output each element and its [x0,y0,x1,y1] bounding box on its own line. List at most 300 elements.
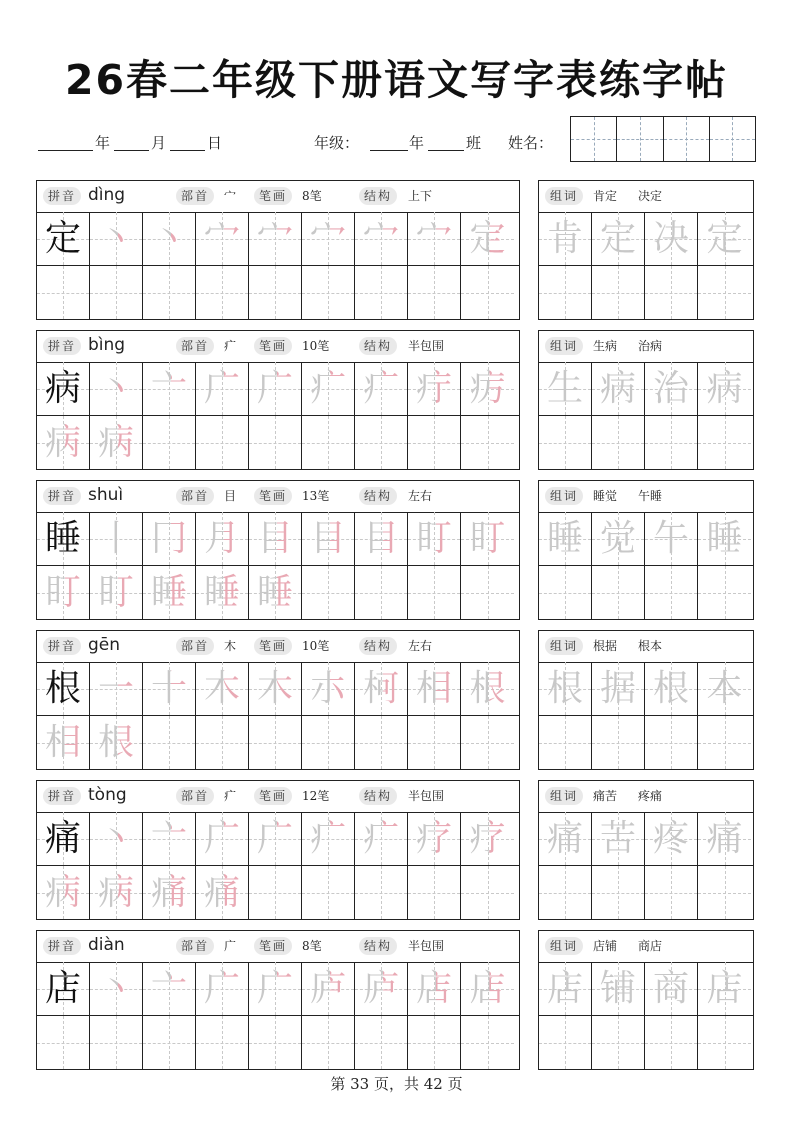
word-char-cell-glyph: 据 [599,668,636,709]
blank-practice-cell[interactable] [645,566,698,619]
radical-tag: 部首 [176,787,214,805]
stroke-step-cell[interactable] [196,812,249,865]
class-unit: 班 [466,134,482,152]
word-char-cell-glyph: 店 [706,968,743,1009]
blank-practice-cell[interactable] [302,1016,355,1069]
page-footer: 第 33 页，共 42 页 [330,1075,463,1093]
stroke-step-cell[interactable] [249,662,302,715]
stroke-step-cell[interactable] [37,716,90,769]
stroke-step-cell[interactable] [90,962,143,1015]
practice-panel [36,330,520,470]
stroke-step-cell-glyph: 店 [415,968,452,1009]
stroke-step-cell[interactable] [408,212,461,265]
stroke-step-cell[interactable] [302,662,355,715]
stroke-step-cell-glyph: 相 [415,668,452,709]
blank-practice-cell[interactable] [37,266,90,319]
stroke-step-cell-glyph: 疗 [415,818,452,859]
stroke-step-cell[interactable] [461,212,514,265]
char-info-header [37,781,519,813]
blank-practice-cell[interactable] [408,566,461,619]
model-char-cell-glyph: 店 [44,968,81,1009]
stroke-step-cell-glyph: 广 [203,968,240,1009]
stroke-step-cell[interactable] [143,512,196,565]
stroke-step-cell-glyph: 疒 [362,818,399,859]
stroke-step-cell[interactable] [196,362,249,415]
stroke-step-cell[interactable] [90,362,143,415]
word-value: 生病 [593,339,618,353]
stroke-step-cell-glyph: 亠 [150,368,187,409]
stroke-step-cell[interactable] [355,962,408,1015]
stroke-step-cell-glyph: 定 [469,218,506,259]
blank-practice-cell[interactable] [539,416,592,469]
stroke-step-cell[interactable] [408,512,461,565]
stroke-step-cell[interactable] [90,566,143,619]
structure-tag: 结构 [359,637,397,655]
pinyin-value: bìng [88,335,126,355]
word-value: 疼痛 [638,789,663,803]
blank-practice-cell[interactable] [408,1016,461,1069]
radical-value: 广 [224,939,237,953]
word-char-cell[interactable] [539,812,592,865]
blank-practice-cell[interactable] [90,266,143,319]
stroke-step-cell[interactable] [408,962,461,1015]
stroke-step-cell[interactable] [37,566,90,619]
blank-practice-cell[interactable] [90,1016,143,1069]
word-char-cell[interactable] [539,362,592,415]
stroke-step-cell[interactable] [196,566,249,619]
stroke-step-cell[interactable] [302,362,355,415]
stroke-step-cell[interactable] [196,662,249,715]
blank-practice-cell[interactable] [539,266,592,319]
stroke-step-cell[interactable] [355,212,408,265]
blank-practice-cell[interactable] [698,416,751,469]
stroke-step-cell-glyph: 广 [203,818,240,859]
stroke-step-cell[interactable] [302,962,355,1015]
model-char-cell-glyph: 根 [44,668,81,709]
char-info-header [37,181,519,213]
radical-tag: 部首 [176,937,214,955]
blank-practice-cell[interactable] [37,1016,90,1069]
blank-practice-cell[interactable] [355,566,408,619]
stroke-step-cell[interactable] [461,362,514,415]
practice-row [37,266,514,319]
blank-practice-cell[interactable] [645,416,698,469]
blank-practice-cell[interactable] [698,866,751,919]
blank-practice-cell[interactable] [645,266,698,319]
class-blank[interactable] [428,150,464,151]
stroke-step-cell-glyph: 木 [203,668,240,709]
structure-value: 半包围 [408,789,445,803]
stroke-step-cell[interactable] [143,812,196,865]
blank-practice-cell[interactable] [461,266,514,319]
stroke-step-cell[interactable] [408,812,461,865]
stroke-step-cell[interactable] [143,362,196,415]
pinyin-tag: 拼音 [43,637,81,655]
year-blank[interactable] [38,150,93,151]
word-header [539,331,753,363]
practice-panel [36,180,520,320]
strokes-value: 10笔 [302,339,330,353]
blank-practice-cell[interactable] [698,716,751,769]
words-tag: 组词 [545,487,583,505]
word-char-cell[interactable] [698,362,751,415]
stroke-step-cell[interactable] [90,866,143,919]
blank-practice-cell[interactable] [196,716,249,769]
pinyin-value: diàn [88,935,125,955]
stroke-step-cell[interactable] [90,416,143,469]
blank-practice-cell[interactable] [461,866,514,919]
word-char-cell-glyph: 定 [706,218,743,259]
stroke-step-cell[interactable] [90,662,143,715]
structure-tag: 结构 [359,787,397,805]
word-char-cell[interactable] [698,512,751,565]
stroke-step-cell-glyph: 宀 [256,218,293,259]
word-char-cell[interactable] [592,812,645,865]
blank-practice-cell[interactable] [461,416,514,469]
model-char-cell[interactable] [37,962,90,1015]
stroke-step-cell-glyph: 广 [256,368,293,409]
stroke-step-cell[interactable] [249,512,302,565]
pinyin-tag: 拼音 [43,937,81,955]
blank-practice-cell[interactable] [539,1016,592,1069]
stroke-step-cell[interactable] [355,662,408,715]
grade-label: 年级： [314,134,360,152]
blank-practice-cell[interactable] [143,716,196,769]
practice-panel [36,630,520,770]
char-info-header [37,631,519,663]
word-char-cell[interactable] [539,512,592,565]
stroke-step-cell[interactable] [408,362,461,415]
word-char-cell-glyph: 铺 [599,968,636,1009]
year-label: 年 [95,134,111,152]
blank-practice-cell[interactable] [302,716,355,769]
model-char-cell[interactable] [37,512,90,565]
radical-value: 宀 [224,189,237,203]
stroke-step-cell-glyph: 丶 [97,818,134,859]
strokes-tag: 笔画 [254,787,292,805]
stroke-step-cell[interactable] [249,212,302,265]
stroke-step-cell[interactable] [461,512,514,565]
month-blank[interactable] [114,150,149,151]
word-header [539,931,753,963]
word-panel [538,930,754,1070]
blank-practice-cell[interactable] [408,866,461,919]
word-panel [538,780,754,920]
name-cell[interactable] [571,117,617,161]
structure-value: 半包围 [408,339,445,353]
blank-practice-cell[interactable] [196,416,249,469]
name-cell[interactable] [617,117,663,161]
word-char-cell-glyph: 决 [652,218,689,259]
blank-practice-cell[interactable] [249,866,302,919]
word-char-cell-glyph: 根 [652,668,689,709]
char-info-header [37,931,519,963]
stroke-step-cell[interactable] [196,962,249,1015]
structure-tag: 结构 [359,937,397,955]
stroke-step-cell[interactable] [249,566,302,619]
word-char-cell-glyph: 痛 [706,818,743,859]
stroke-step-cell-glyph: 广 [256,968,293,1009]
stroke-order-row [37,362,514,415]
stroke-step-cell-glyph: 冂 [150,518,187,559]
model-char-cell[interactable] [37,362,90,415]
word-char-cell[interactable] [645,812,698,865]
stroke-step-cell[interactable] [196,866,249,919]
blank-practice-cell[interactable] [302,266,355,319]
word-panel [538,180,754,320]
blank-practice-cell[interactable] [355,716,408,769]
stroke-step-cell-glyph: 病 [97,422,134,463]
stroke-step-cell-glyph: 广 [203,368,240,409]
blank-practice-cell[interactable] [355,866,408,919]
blank-practice-cell[interactable] [461,1016,514,1069]
word-char-cell[interactable] [539,962,592,1015]
word-char-cell-glyph: 觉 [599,518,636,559]
blank-practice-cell[interactable] [698,266,751,319]
stroke-step-cell[interactable] [37,416,90,469]
stroke-step-cell-glyph: 睡 [256,572,293,613]
model-char-cell[interactable] [37,812,90,865]
blank-practice-cell[interactable] [249,416,302,469]
blank-practice-cell[interactable] [592,416,645,469]
blank-practice-cell[interactable] [592,716,645,769]
blank-practice-cell[interactable] [592,566,645,619]
practice-panel [36,480,520,620]
blank-practice-cell[interactable] [196,1016,249,1069]
blank-practice-cell[interactable] [196,266,249,319]
blank-practice-cell[interactable] [143,266,196,319]
word-practice-row [539,866,751,919]
blank-practice-cell[interactable] [408,716,461,769]
stroke-step-cell-glyph: 宀 [203,218,240,259]
blank-practice-cell[interactable] [461,566,514,619]
stroke-step-cell-glyph: 丨 [97,518,134,559]
word-practice-row [539,716,751,769]
stroke-step-cell-glyph: 病 [44,422,81,463]
stroke-step-cell[interactable] [143,566,196,619]
stroke-step-cell-glyph: 宀 [309,218,346,259]
stroke-order-row [37,212,514,265]
model-char-cell-glyph: 定 [44,218,81,259]
word-char-cell[interactable] [539,662,592,715]
stroke-step-cell-glyph: 朩 [309,668,346,709]
blank-practice-cell[interactable] [143,416,196,469]
blank-practice-cell[interactable] [302,566,355,619]
word-char-cell[interactable] [645,212,698,265]
stroke-step-cell[interactable] [302,212,355,265]
words-tag: 组词 [545,937,583,955]
day-blank[interactable] [170,150,205,151]
stroke-step-cell[interactable] [355,812,408,865]
word-trace-row [539,362,751,415]
word-panel [538,630,754,770]
stroke-step-cell[interactable] [355,512,408,565]
word-value: 根本 [638,639,663,653]
stroke-step-cell-glyph: 盯 [469,518,506,559]
name-cell[interactable] [664,117,710,161]
word-char-cell[interactable] [592,962,645,1015]
blank-practice-cell[interactable] [302,866,355,919]
word-char-cell[interactable] [698,662,751,715]
word-char-cell[interactable] [698,962,751,1015]
stroke-step-cell[interactable] [143,662,196,715]
word-char-cell[interactable] [645,512,698,565]
pinyin-value: dìng [88,185,126,205]
blank-practice-cell[interactable] [249,266,302,319]
blank-practice-cell[interactable] [592,266,645,319]
stroke-step-cell[interactable] [90,716,143,769]
stroke-step-cell-glyph: 庐 [362,968,399,1009]
blank-practice-cell[interactable] [355,1016,408,1069]
strokes-tag: 笔画 [254,487,292,505]
stroke-step-cell-glyph: 疔 [415,368,452,409]
practice-panel [36,930,520,1070]
stroke-step-cell[interactable] [249,812,302,865]
word-char-cell[interactable] [645,962,698,1015]
word-value: 午睡 [638,489,663,503]
blank-practice-cell[interactable] [249,1016,302,1069]
stroke-step-cell[interactable] [143,212,196,265]
stroke-step-cell[interactable] [461,662,514,715]
word-value: 商店 [638,939,663,953]
word-char-cell[interactable] [592,212,645,265]
stroke-step-cell-glyph: 疒 [362,368,399,409]
stroke-step-cell[interactable] [196,512,249,565]
word-char-cell-glyph: 疼 [652,818,689,859]
stroke-step-cell-glyph: 目 [256,518,293,559]
blank-practice-cell[interactable] [249,716,302,769]
stroke-step-cell-glyph: 亠 [150,818,187,859]
model-char-cell[interactable] [37,662,90,715]
word-char-cell-glyph: 病 [599,368,636,409]
stroke-step-cell[interactable] [408,662,461,715]
stroke-step-cell[interactable] [249,962,302,1015]
word-char-cell-glyph: 根 [546,668,583,709]
stroke-step-cell-glyph: 月 [203,518,240,559]
stroke-step-cell-glyph: 丶 [150,218,187,259]
blank-practice-cell[interactable] [698,1016,751,1069]
word-char-cell[interactable] [539,212,592,265]
word-value: 痛苦 [593,789,618,803]
blank-practice-cell[interactable] [539,566,592,619]
stroke-step-cell[interactable] [302,812,355,865]
blank-practice-cell[interactable] [355,416,408,469]
blank-practice-cell[interactable] [645,866,698,919]
word-char-cell[interactable] [645,662,698,715]
radical-value: 目 [224,489,237,503]
blank-practice-cell[interactable] [539,866,592,919]
grade-unit: 年 [409,134,425,152]
blank-practice-cell[interactable] [698,566,751,619]
word-char-cell-glyph: 生 [546,368,583,409]
radical-tag: 部首 [176,187,214,205]
stroke-step-cell[interactable] [143,866,196,919]
stroke-step-cell[interactable] [302,512,355,565]
radical-tag: 部首 [176,487,214,505]
word-value: 睡觉 [593,489,618,503]
structure-value: 上下 [408,189,433,203]
stroke-step-cell-glyph: 病 [97,872,134,913]
practice-row [37,416,514,469]
word-char-cell[interactable] [698,812,751,865]
stroke-step-cell[interactable] [355,362,408,415]
blank-practice-cell[interactable] [408,266,461,319]
stroke-step-cell[interactable] [461,812,514,865]
model-char-cell-glyph: 睡 [44,518,81,559]
blank-practice-cell[interactable] [355,266,408,319]
word-value: 根据 [593,639,618,653]
stroke-step-cell[interactable] [90,512,143,565]
blank-practice-cell[interactable] [645,716,698,769]
strokes-value: 8笔 [302,189,322,203]
name-label: 姓名： [508,134,554,152]
char-info-header [37,481,519,513]
name-cell[interactable] [710,117,755,161]
stroke-step-cell-glyph: 目 [362,518,399,559]
stroke-step-cell-glyph: 盯 [44,572,81,613]
stroke-step-cell-glyph: 相 [44,722,81,763]
words-tag: 组词 [545,187,583,205]
pinyin-value: gēn [88,635,121,655]
stroke-step-cell-glyph: 柯 [362,668,399,709]
day-label: 日 [207,134,223,152]
stroke-step-cell[interactable] [196,212,249,265]
stroke-step-cell-glyph: 庐 [309,968,346,1009]
blank-practice-cell[interactable] [645,1016,698,1069]
stroke-step-cell[interactable] [90,212,143,265]
word-value: 肯定 [593,189,618,203]
grade-blank[interactable] [370,150,408,151]
word-trace-row [539,812,751,865]
word-char-cell[interactable] [592,512,645,565]
blank-practice-cell[interactable] [408,416,461,469]
blank-practice-cell[interactable] [539,716,592,769]
stroke-step-cell[interactable] [90,812,143,865]
word-char-cell-glyph: 睡 [546,518,583,559]
blank-practice-cell[interactable] [461,716,514,769]
page-title: 26春二年级下册语文写字表练字帖 [64,56,729,104]
stroke-step-cell-glyph: 疒 [309,368,346,409]
stroke-step-cell-glyph: 一 [97,668,134,709]
blank-practice-cell[interactable] [592,866,645,919]
pinyin-tag: 拼音 [43,187,81,205]
blank-practice-cell[interactable] [143,1016,196,1069]
word-char-cell[interactable] [698,212,751,265]
word-char-cell[interactable] [592,662,645,715]
pinyin-value: shuì [88,485,124,505]
stroke-step-cell[interactable] [249,362,302,415]
blank-practice-cell[interactable] [302,416,355,469]
word-value: 店铺 [593,939,618,953]
stroke-step-cell[interactable] [37,866,90,919]
strokes-tag: 笔画 [254,187,292,205]
word-char-cell-glyph: 痛 [546,818,583,859]
model-char-cell[interactable] [37,212,90,265]
stroke-step-cell-glyph: 十 [150,668,187,709]
strokes-tag: 笔画 [254,937,292,955]
word-panel [538,330,754,470]
word-header [539,631,753,663]
blank-practice-cell[interactable] [592,1016,645,1069]
structure-tag: 结构 [359,337,397,355]
stroke-step-cell-glyph: 痛 [150,872,187,913]
stroke-step-cell[interactable] [143,962,196,1015]
stroke-step-cell[interactable] [461,962,514,1015]
word-char-cell[interactable] [645,362,698,415]
word-char-cell[interactable] [592,362,645,415]
strokes-tag: 笔画 [254,637,292,655]
name-grid[interactable] [570,116,756,162]
